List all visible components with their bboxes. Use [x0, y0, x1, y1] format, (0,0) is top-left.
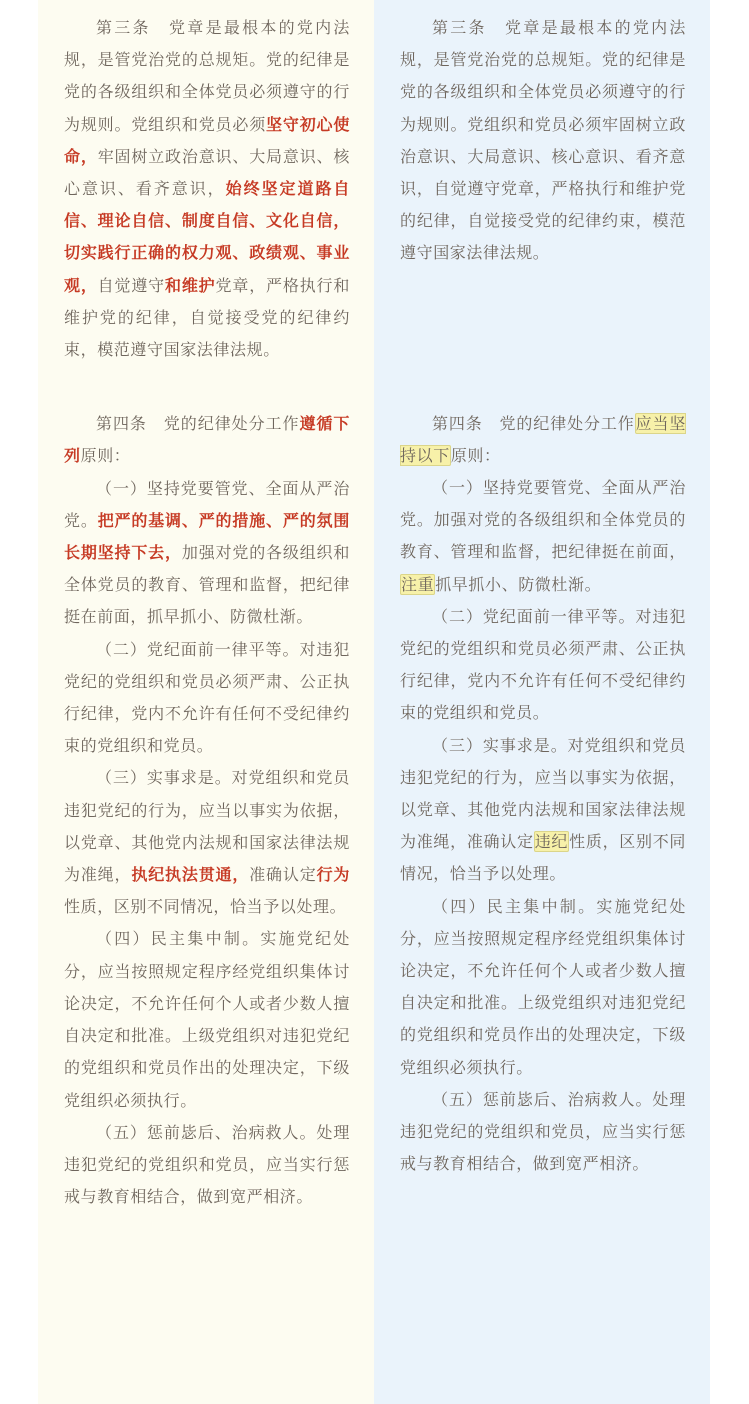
- text: 第四条 党的纪律处分工作: [96, 414, 300, 434]
- text: 准确认定: [249, 865, 317, 885]
- emphasis-text: 执纪执法贯通，: [131, 865, 250, 885]
- section-gap: [400, 270, 686, 408]
- article-3: [64, 12, 350, 366]
- text: 原则：: [80, 446, 131, 466]
- emphasis-text: 行为: [316, 865, 351, 885]
- principle-1: [400, 472, 686, 601]
- text: 牢固树立政治意识、大局意识、核心意识、看齐意识，: [64, 146, 350, 199]
- principle-2: （二）党纪面前一律平等。对违犯党纪的党组织和党员必须严肃、公正执行纪律，党内不允许有任何不受纪律约束的党组织和党员。: [400, 606, 686, 723]
- emphasis-text: 坚守初心使命，: [64, 114, 350, 166]
- text: 第四条 党的纪律处分工作: [432, 413, 635, 433]
- text: （三）实事求是。对党组织和党员违犯党纪的行为，应当以事实为依据，以党章、其他党内法规和国家法律法规为准绳，准确认定: [400, 735, 686, 852]
- section-gap: [64, 366, 350, 408]
- principle-1: [64, 473, 350, 634]
- text: 性质，区别不同情况，恰当予以处理。: [64, 897, 347, 917]
- right-column-old-version: [374, 0, 710, 1404]
- article-3: 第三条 党章是最根本的党内法规，是管党治党的总规矩。党的纪律是党的各级组织和全体党员必须遵守的行为规则。党组织和党员必须牢固树立政治意识、大局意识、核心意识、看齐意识，自觉遵守党章，严格执行和维护党的纪律，自觉接受党的纪律约束，模范遵守国家法律法规。: [400, 18, 686, 263]
- article-4-heading: [400, 408, 686, 472]
- emphasis-text: 把严的基调、严的措施、严的氛围长期坚持下去，: [64, 510, 350, 563]
- text: （三）实事求是。对党组织和党员违犯党纪的行为，应当以事实为依据，以党章、其他党内法规和国家法律法规为准绳，: [64, 768, 350, 885]
- emphasis-text: 遵循下列: [64, 414, 350, 466]
- highlight-text: 应当坚持以下: [400, 413, 686, 465]
- principle-2: （二）党纪面前一律平等。对违犯党纪的党组织和党员必须严肃、公正执行纪律，党内不允许有任何不受纪律约束的党组织和党员。: [64, 639, 350, 756]
- text: 抓早抓小、防微杜渐。: [435, 574, 602, 594]
- principle-5: （五）惩前毖后、治病救人。处理违犯党纪的党组织和党员，应当实行惩戒与教育相结合，做到宽严相济。: [64, 1122, 350, 1207]
- text: 党章，严格执行和维护党的纪律，自觉接受党的纪律约束，模范遵守国家法律法规。: [64, 275, 350, 360]
- text: （一）坚持党要管党、全面从严治党。: [64, 478, 350, 530]
- left-column-new-version: [38, 0, 374, 1404]
- emphasis-text: 始终坚定道路自信、理论自信、制度自信、文化自信，切实践行正确的权力观、政绩观、事业观，: [64, 179, 350, 295]
- principle-4: （四）民主集中制。实施党纪处分，应当按照规定程序经党组织集体讨论决定，不允许任何个人或者少数人擅自决定和批准。上级党组织对违犯党纪的党组织和党员作出的处理决定，下级党组织必须执行。: [400, 896, 686, 1077]
- text: （一）坚持党要管党、全面从严治党。加强对党的各级组织和全体党员的教育、管理和监督，把纪律挺在前面，: [400, 478, 686, 562]
- highlight-text: 注重: [401, 574, 435, 594]
- emphasis-text: 和维护: [165, 275, 216, 295]
- text: 第三条 党章是最根本的党内法规，是管党治党的总规矩。党的纪律是党的各级组织和全体党员必须遵守的行为规则。党组织和党员必须: [64, 18, 350, 134]
- principle-3: [64, 762, 350, 923]
- text: 性质，区别不同情况，恰当予以处理。: [400, 832, 687, 884]
- comparison-layout: [38, 0, 710, 1404]
- highlight-text: 违纪: [534, 832, 569, 852]
- text: 自觉遵守: [97, 275, 166, 295]
- principle-4: （四）民主集中制。实施党纪处分，应当按照规定程序经党组织集体讨论决定，不允许任何个人或者少数人擅自决定和批准。上级党组织对违犯党纪的党组织和党员作出的处理决定，下级党组织必须执行。: [64, 929, 350, 1110]
- text: 原则：: [450, 445, 501, 465]
- principle-3: [400, 730, 686, 891]
- article-4-heading: [64, 408, 350, 472]
- text: 加强对党的各级组织和全体党员的教育、管理和监督，把纪律挺在前面，抓早抓小、防微杜渐。: [64, 543, 350, 627]
- principle-5: （五）惩前毖后、治病救人。处理违犯党纪的党组织和党员，应当实行惩戒与教育相结合，做到宽严相济。: [400, 1089, 686, 1174]
